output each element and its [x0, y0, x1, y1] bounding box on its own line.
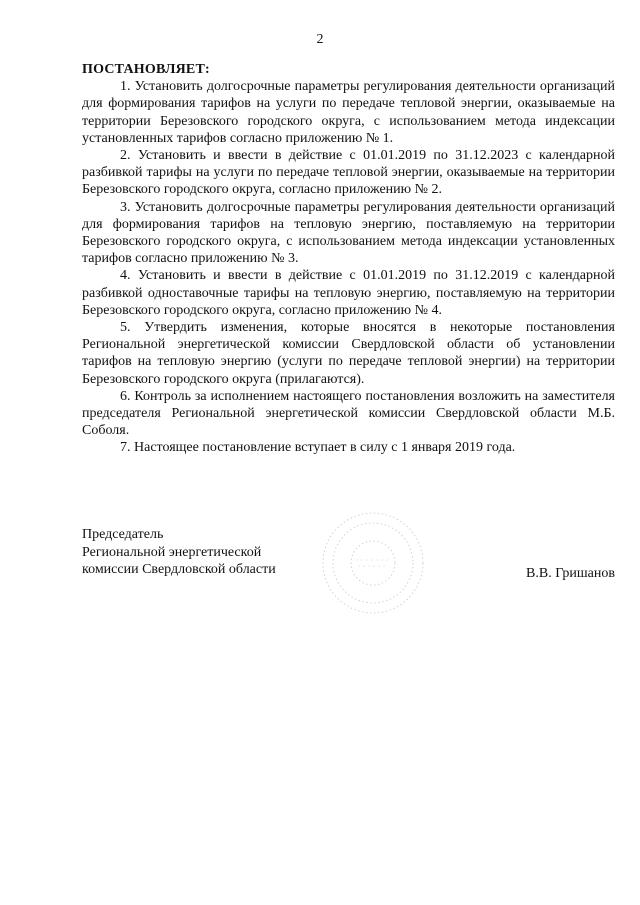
paragraph-1: 1. Установить долгосрочные параметры регулирования деятельности организаций для формирования тарифов на услуги по передаче тепловой энергии, оказываемые на территории Березовского городского округа, с использованием метода индексации установленных тарифов согласно приложению № 1.: [82, 79, 615, 146]
paragraph-2: 2. Установить и ввести в действие с 01.01.2019 по 31.12.2023 с календарной разбивкой тарифы на услуги по передаче тепловой энергии, оказываемые на территории Березовского городского округа, согласно приложению № 2.: [82, 148, 615, 198]
signatory-name: В.В. Гришанов: [526, 566, 615, 581]
document-body: [82, 61, 615, 457]
paragraph-6: 6. Контроль за исполнением настоящего постановления возложить на заместителя председателя Региональной энергетической комиссии Свердловской области М.Б. Соболя.: [82, 388, 615, 439]
paragraph-4: 4. Установить и ввести в действие с 01.01.2019 по 31.12.2019 с календарной разбивкой одноставочные тарифы на тепловую энергию, поставляемую на территории Березовского городского округа, согласно приложению № 4.: [82, 268, 615, 318]
signatory-title-line-3: комиссии Свердловской области: [82, 562, 276, 577]
paragraph-5: 5. Утвердить изменения, которые вносятся в некоторые постановления Региональной энергетической комиссии Свердловской области об установлении тарифов на тепловую энергию (услуги по передаче тепловой энергии) на территории Березовского городского округа (прилагаются).: [82, 320, 615, 387]
signatory-title: [82, 526, 342, 579]
paragraph-7: 7. Настоящее постановление вступает в силу с 1 января 2019 года.: [120, 440, 516, 456]
signature-block: [82, 526, 615, 596]
signatory-title-line-1: Председатель: [82, 527, 164, 542]
signatory-title-line-2: Региональной энергетической: [82, 544, 262, 560]
resolution-heading: ПОСТАНОВЛЯЕТ:: [82, 62, 210, 77]
paragraph-3: 3. Установить долгосрочные параметры регулирования деятельности организаций для формирования тарифов на тепловую энергию, поставляемую на территории Березовского городского округа, с использованием метода индексации установленных тарифов согласно приложению № 3.: [82, 199, 615, 267]
page-number: 2: [316, 32, 324, 47]
